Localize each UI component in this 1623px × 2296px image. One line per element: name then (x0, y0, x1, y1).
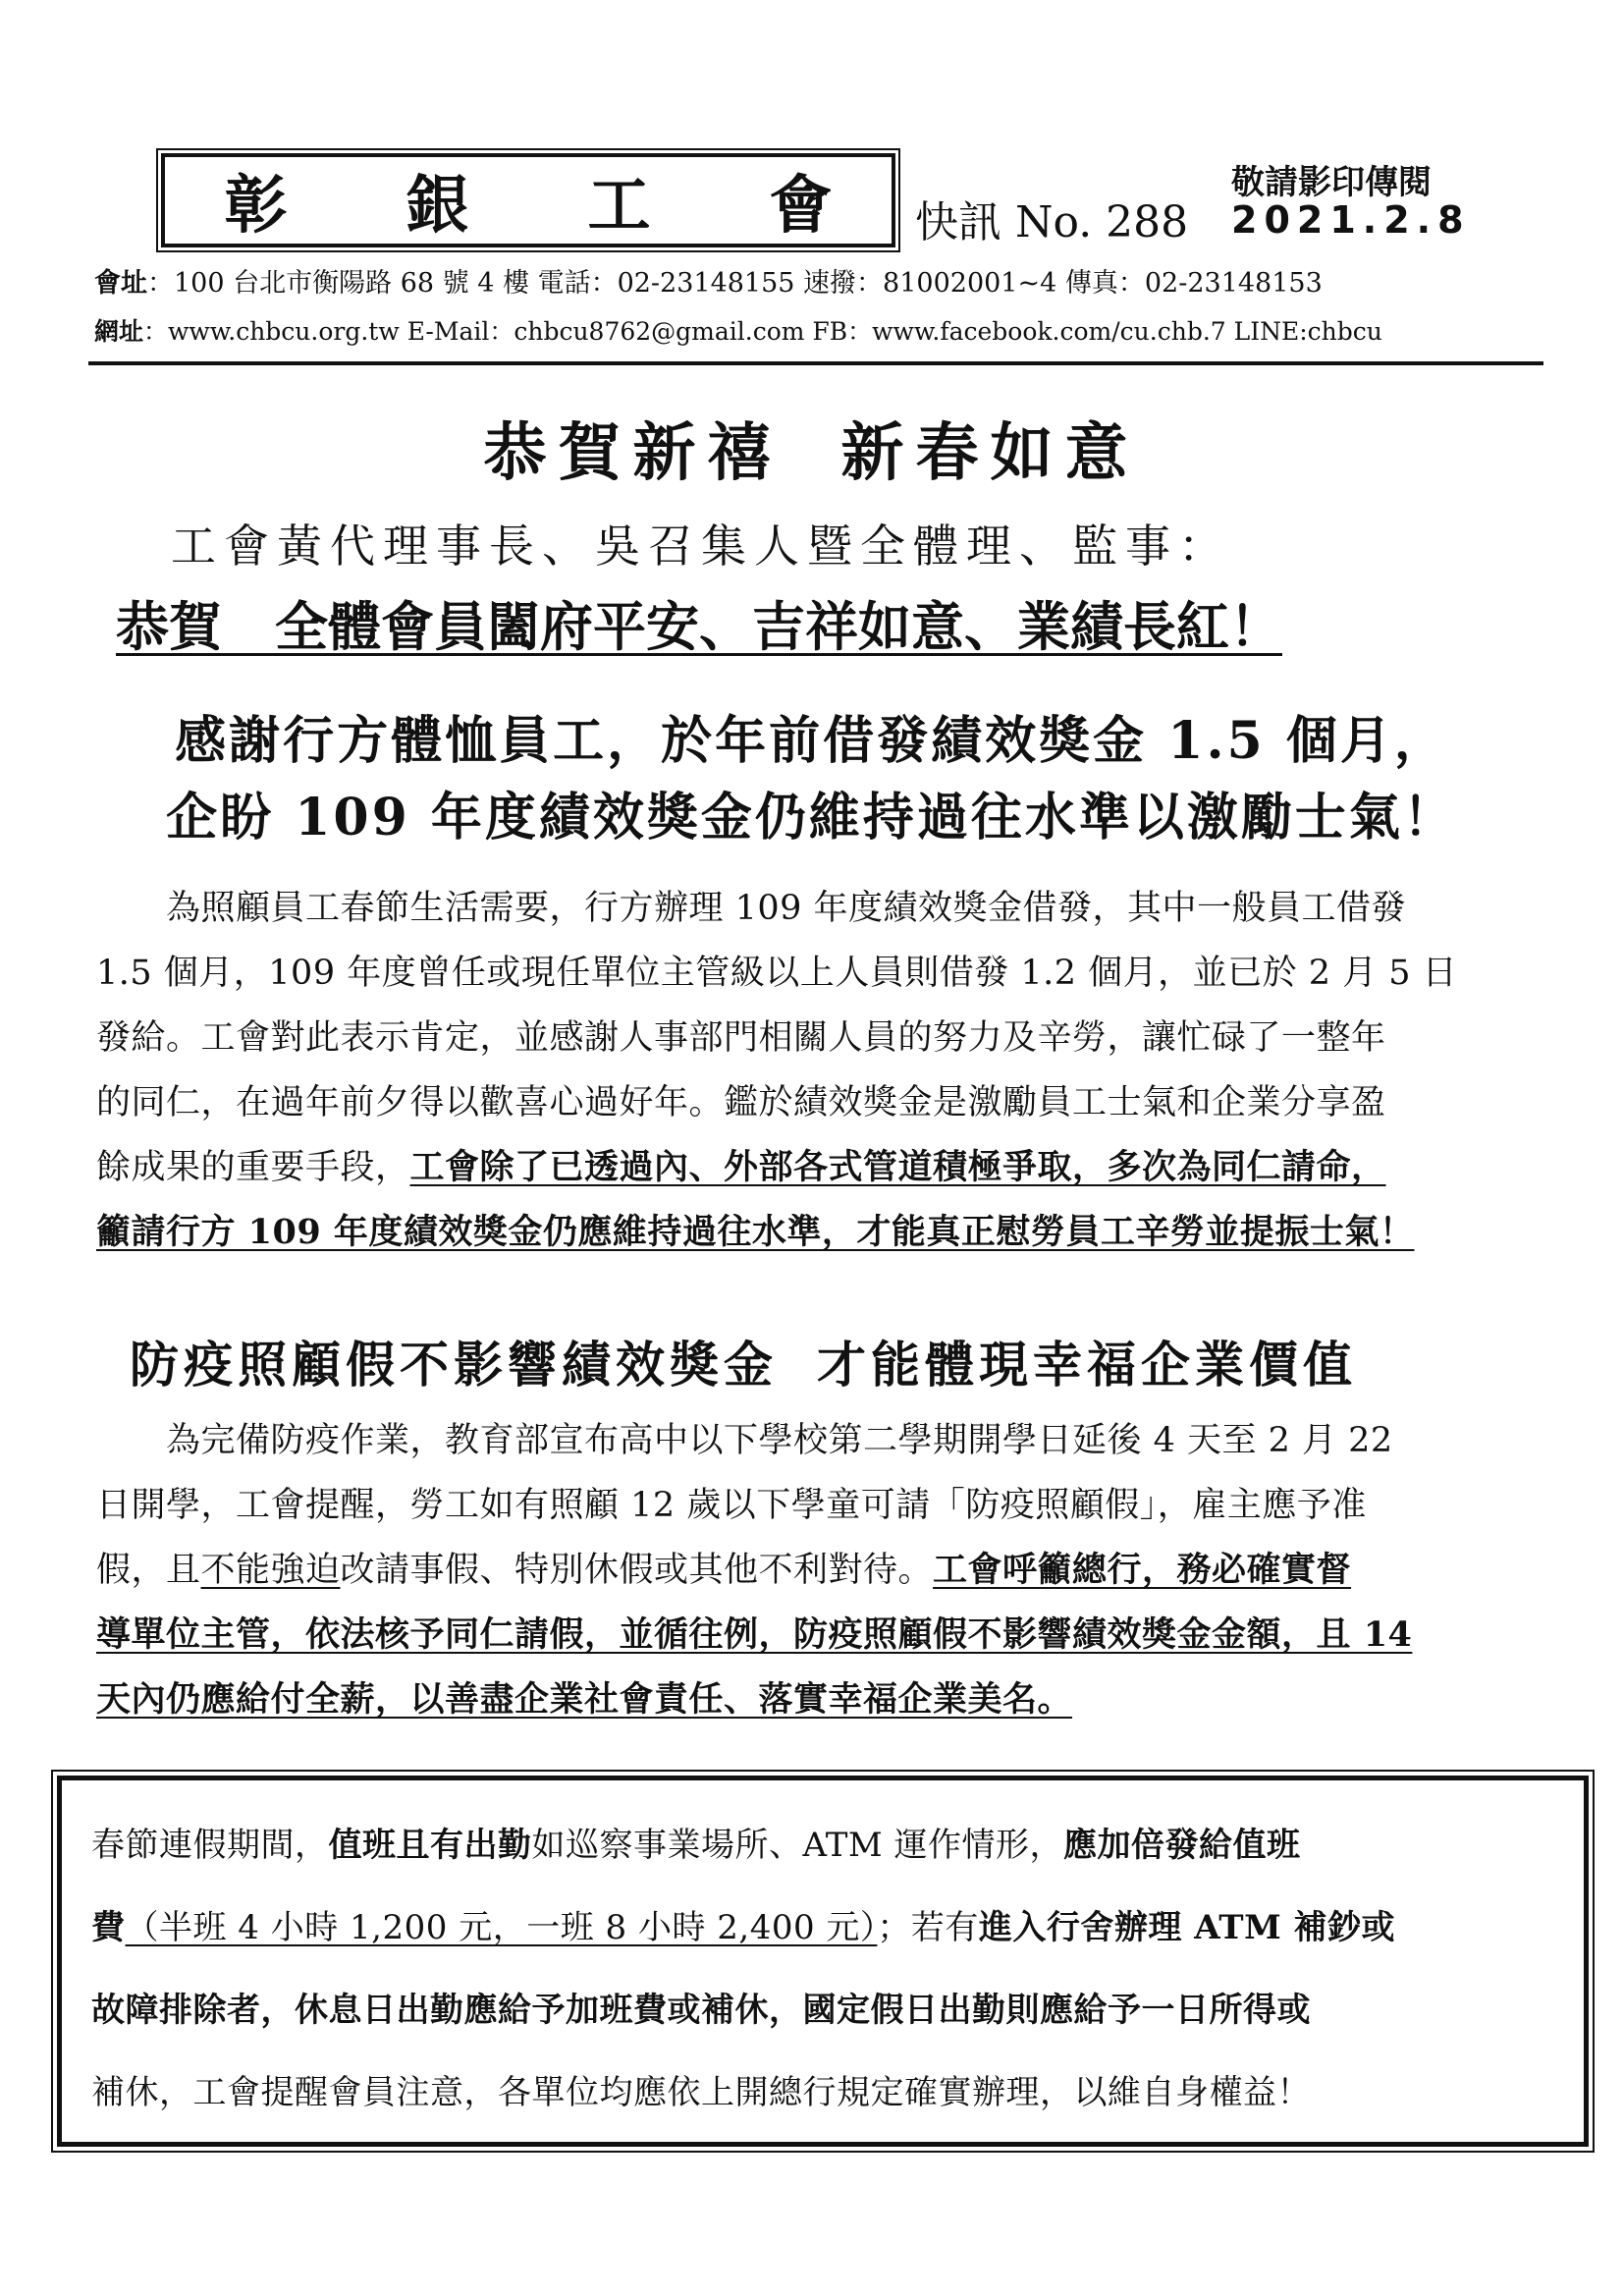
issue-date: 2021.2.8 (1231, 198, 1471, 242)
section1-heading-line1: 感謝行方體恤員工，於年前借發績效獎金 1.5 個月， (175, 711, 1448, 771)
section1-heading-line2: 企盼 109 年度績效獎金仍維持過往水準以激勵士氣！ (166, 788, 1457, 847)
notice-body (91, 1804, 1564, 2134)
title-char: 彰 (224, 169, 288, 243)
body-line (96, 1667, 1540, 1732)
body-line: 1.5 個月，109 年度曾任或現任單位主管級以上人員則借發 1.2 個月，並已於 2 月 5 日 (96, 954, 1458, 993)
web-line (94, 312, 1382, 348)
emphasis-text: 工會呼籲總行，務必確實督 (933, 1550, 1352, 1590)
underlined-text: 不能強迫 (200, 1551, 341, 1590)
bold-text: 故障排除者，休息日出勤應給予加班費或補休，國定假日出勤則應給予一日所得或 (91, 1991, 1311, 2030)
body-line (96, 1603, 1540, 1667)
notice-line (91, 2051, 1564, 2134)
emphasis-text: 導單位主管，依法核予同仁請假，並循往例，防疫照顧假不影響績效獎金金額，且 14 (96, 1614, 1413, 1655)
address-text: ：100 台北市衡陽路 68 號 4 樓 電話：02-23148155 速撥：81002001~4 傳真：02-23148153 (147, 268, 1323, 299)
web-text: ：www.chbcu.org.tw E-Mail：chbcu8762@gmail.com FB：www.facebook.com/cu.chb.7 LINE:chbcu (143, 317, 1382, 346)
title-char: 銀 (406, 169, 469, 243)
body-text: 補休，工會提醒會員注意，各單位均應依上開總行規定確實辦理，以維自身權益！ (91, 2073, 1311, 2112)
union-title (161, 153, 895, 247)
masthead (161, 147, 1545, 255)
notice-line (91, 1886, 1564, 1969)
body-line: 為照顧員工春節生活需要，行方辦理 109 年度績效獎金借發，其中一般員工借發 (96, 889, 1407, 928)
body-text: ；若有 (877, 1908, 979, 1947)
section2-heading (130, 1326, 1357, 1396)
section2-body (96, 1408, 1540, 1732)
bold-text: 進入行舍辦理 ATM 補鈔或 (978, 1908, 1396, 1947)
underlined-text: （半班 4 小時 1,200 元，一班 8 小時 2,400 元） (125, 1908, 878, 1947)
greeting-wish: 恭賀 全體會員闔府平安、吉祥如意、業績長紅！ (116, 595, 1282, 658)
bold-text: 應加倍發給值班 (1063, 1826, 1301, 1865)
body-line: 發給。工會對此表示肯定，並感謝人事部門相關人員的努力及辛勞，讓忙碌了一整年 (96, 1018, 1386, 1058)
body-text: 餘成果的重要手段， (96, 1148, 410, 1187)
section2-heading-part2: 才能體現幸福企業價值 (817, 1337, 1357, 1394)
headline-part2: 新春如意 (840, 416, 1140, 490)
body-line (96, 1538, 1540, 1603)
section2-heading-part1: 防疫照顧假不影響績效獎金 (130, 1337, 778, 1394)
headline (0, 403, 1623, 493)
notice-line (91, 1969, 1564, 2051)
body-line (96, 1200, 1540, 1265)
body-line: 日開學，工會提醒，勞工如有照顧 12 歲以下學童可請「防疫照顧假」，雇主應予准 (96, 1486, 1367, 1525)
title-char: 工 (587, 169, 651, 243)
header-divider (88, 361, 1543, 365)
emphasis-text: 工會除了已透過內、外部各式管道積極爭取，多次為同仁請命， (409, 1147, 1386, 1187)
body-text: 如巡察事業場所、ATM 運作情形， (531, 1826, 1063, 1865)
body-text: 假，且 (96, 1551, 201, 1590)
web-label: 網址 (94, 317, 144, 346)
address-line (94, 261, 1323, 300)
body-line: 的同仁，在過年前夕得以歡喜心過好年。鑑於績效獎金是激勵員工士氣和企業分享盈 (96, 1083, 1386, 1122)
issue-number: 快訊 No. 288 (915, 197, 1189, 247)
emphasis-text: 籲請行方 109 年度績效獎金仍應維持過往水準，才能真正慰勞員工辛勞並提振士氣！ (96, 1212, 1415, 1252)
bold-text: 費 (91, 1908, 126, 1947)
section1-body (96, 876, 1540, 1265)
bold-text: 值班且有出勤 (328, 1826, 532, 1865)
emphasis-text: 天內仍應給付全薪，以善盡企業社會責任、落實幸福企業美名。 (96, 1679, 1073, 1720)
body-text: 改請事假、特別休假或其他不利對待。 (340, 1551, 934, 1590)
please-copy-note: 敬請影印傳閱 (1231, 163, 1432, 202)
notice-line (91, 1804, 1564, 1886)
headline-part1: 恭賀新禧 (483, 416, 783, 490)
body-line (96, 1135, 1540, 1200)
body-text: 春節連假期間， (91, 1826, 329, 1865)
body-line: 為完備防疫作業，教育部宣布高中以下學校第二學期開學日延後 4 天至 2 月 22 (96, 1421, 1393, 1460)
greeting-from: 工會黃代理事長、吳召集人暨全體理、監事： (171, 519, 1231, 573)
address-label: 會址 (94, 268, 147, 299)
holiday-duty-notice (57, 1776, 1589, 2147)
title-char: 會 (769, 169, 833, 243)
